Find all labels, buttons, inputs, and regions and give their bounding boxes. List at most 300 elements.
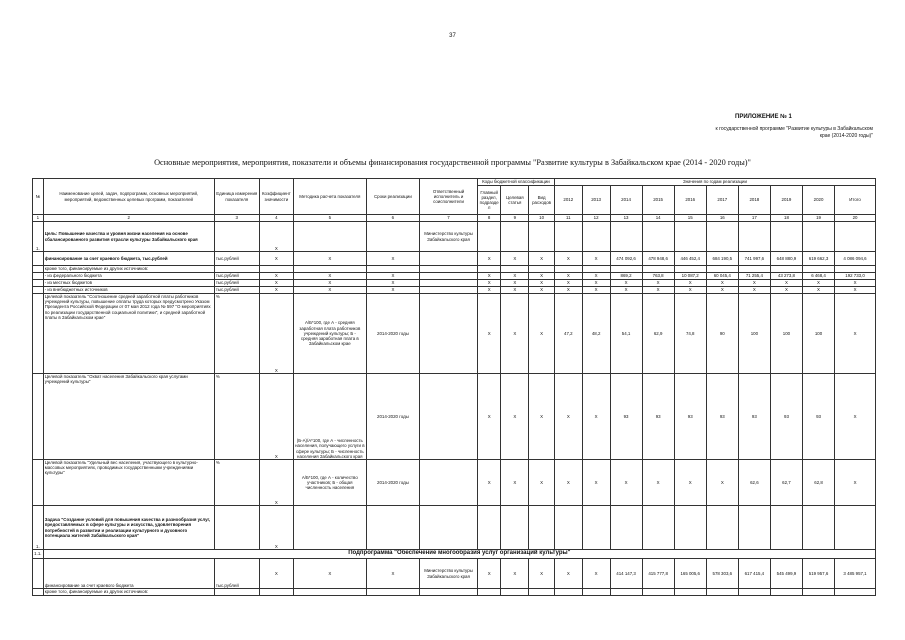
incl-label: кроме того, финансируемые из других источников: bbox=[43, 266, 214, 273]
extra-2015: X bbox=[642, 287, 674, 294]
goal-exec: Министерство культуры Забайкальского края bbox=[420, 222, 478, 252]
empty-cell bbox=[366, 222, 419, 252]
fin-2019: 648 880,9 bbox=[770, 252, 802, 266]
empty-cell bbox=[420, 266, 478, 273]
col-number: 17 bbox=[738, 215, 770, 222]
fin-coef: X bbox=[259, 252, 293, 266]
local-c9: X bbox=[501, 280, 529, 287]
empty-cell bbox=[554, 589, 582, 596]
empty-cell bbox=[293, 506, 366, 550]
ind2-unit: % bbox=[214, 374, 259, 460]
col-number: 14 bbox=[642, 215, 674, 222]
sub-fin-exec: Министерство культуры Забайкальского края bbox=[420, 559, 478, 589]
col-number: 8 bbox=[477, 215, 501, 222]
sub-fin-2018: 617 415,4 bbox=[738, 559, 770, 589]
ind1-c10: X bbox=[529, 294, 555, 374]
extra-term: X bbox=[366, 287, 419, 294]
fed-term: X bbox=[366, 273, 419, 280]
extra-2014: X bbox=[610, 287, 642, 294]
ind3-coef: X bbox=[259, 460, 293, 506]
empty-cell bbox=[738, 506, 770, 550]
empty-cell bbox=[835, 589, 876, 596]
col-number: 16 bbox=[706, 215, 738, 222]
ind1-coef: X bbox=[259, 294, 293, 374]
col-number: 13 bbox=[610, 215, 642, 222]
empty-cell bbox=[582, 506, 610, 550]
fin-2017: 684 190,5 bbox=[706, 252, 738, 266]
ind1-2014: 54,1 bbox=[610, 294, 642, 374]
local-2013: X bbox=[582, 280, 610, 287]
ind3-name: Целевой показатель "Удельный вес населения, участвующего в культурно-массовых мероприятиях, проводимых государственными учреждениями культуры" bbox=[43, 460, 214, 506]
local-2012: X bbox=[554, 280, 582, 287]
local-unit: тыс.рублей bbox=[214, 280, 259, 287]
federal-row bbox=[33, 273, 876, 280]
empty-cell bbox=[501, 589, 529, 596]
empty-cell bbox=[420, 506, 478, 550]
empty-cell bbox=[420, 589, 478, 596]
ind1-2015: 62,9 bbox=[642, 294, 674, 374]
empty-cell bbox=[259, 589, 293, 596]
empty-cell bbox=[501, 222, 529, 252]
local-2018: X bbox=[738, 280, 770, 287]
empty-cell bbox=[366, 589, 419, 596]
header-year: 2017 bbox=[706, 186, 738, 215]
task-name: Задача "Создание условий для повышения качества и разнообразия услуг, предоставляемых в сфере культуры и искусства, удовлетворения потребностей в развитии и реализации культурного и духовного потенциала жителей Забайкальского края" bbox=[43, 506, 214, 550]
sub-fin-unit: тыс.рублей bbox=[214, 559, 259, 589]
fin-name: финансирование за счет краевого бюджета, тыс.рублей bbox=[43, 252, 214, 266]
fed-2012: X bbox=[554, 273, 582, 280]
extra-c10: X bbox=[529, 287, 555, 294]
empty-cell bbox=[674, 222, 706, 252]
ind2-total: X bbox=[835, 374, 876, 460]
ind3-2012: X bbox=[554, 460, 582, 506]
indicator-row bbox=[33, 374, 876, 460]
empty-cell bbox=[259, 266, 293, 273]
incl-row bbox=[33, 266, 876, 273]
ind3-method: A/Б*100, где А - количество участников; Б - общая численность населения bbox=[293, 460, 366, 506]
local-total: X bbox=[835, 280, 876, 287]
sub-fin-name: финансирование за счет краевого бюджета bbox=[43, 559, 214, 589]
fed-total: 192 733,0 bbox=[835, 273, 876, 280]
local-2020: X bbox=[802, 280, 834, 287]
ind3-total: X bbox=[835, 460, 876, 506]
fed-2016: 10 087,2 bbox=[674, 273, 706, 280]
header-values-by-year: Значения по годам реализации bbox=[554, 179, 875, 186]
ind1-2019: 100 bbox=[770, 294, 802, 374]
ind1-term: 2014-2020 годы bbox=[366, 294, 419, 374]
empty-cell bbox=[738, 589, 770, 596]
header-no: № bbox=[33, 179, 44, 215]
empty-cell bbox=[420, 280, 478, 287]
fin-c8: X bbox=[477, 252, 501, 266]
sub-fin-method: X bbox=[293, 559, 366, 589]
empty-cell bbox=[835, 506, 876, 550]
empty-cell bbox=[642, 506, 674, 550]
ind2-c8: X bbox=[477, 374, 501, 460]
ind2-2012: X bbox=[554, 374, 582, 460]
header-year: 2013 bbox=[582, 186, 610, 215]
empty-cell bbox=[33, 374, 44, 460]
empty-cell bbox=[674, 589, 706, 596]
header-target-item: Целевая статья bbox=[501, 186, 529, 215]
fin-total: 4 086 094,6 bbox=[835, 252, 876, 266]
empty-cell bbox=[582, 266, 610, 273]
fed-2019: 43 273,8 bbox=[770, 273, 802, 280]
empty-cell bbox=[33, 287, 44, 294]
header-total: Итого bbox=[835, 186, 876, 215]
empty-cell bbox=[770, 222, 802, 252]
empty-cell bbox=[501, 506, 529, 550]
fin-2014: 474 092,6 bbox=[610, 252, 642, 266]
extra-2013: X bbox=[582, 287, 610, 294]
empty-cell bbox=[477, 589, 501, 596]
page-number: 37 bbox=[449, 33, 456, 39]
sub-fin-2016: 165 005,6 bbox=[674, 559, 706, 589]
subprogram-financing-row bbox=[33, 559, 876, 589]
ind2-2020: 93 bbox=[802, 374, 834, 460]
empty-cell bbox=[293, 589, 366, 596]
local-method: X bbox=[293, 280, 366, 287]
column-number-row bbox=[33, 215, 876, 222]
col-number: 12 bbox=[582, 215, 610, 222]
incl-row bbox=[33, 589, 876, 596]
sub-fin-2012: X bbox=[554, 559, 582, 589]
sub-fin-2017: 578 303,6 bbox=[706, 559, 738, 589]
empty-cell bbox=[770, 266, 802, 273]
extra-2019: X bbox=[770, 287, 802, 294]
sub-fin-c10: X bbox=[529, 559, 555, 589]
row-no: 1. bbox=[33, 222, 44, 252]
empty-cell bbox=[802, 506, 834, 550]
fed-c10: X bbox=[529, 273, 555, 280]
empty-cell bbox=[420, 287, 478, 294]
goal-row bbox=[33, 222, 876, 252]
ind1-2017: 90 bbox=[706, 294, 738, 374]
ind1-2016: 74,8 bbox=[674, 294, 706, 374]
empty-cell bbox=[674, 266, 706, 273]
col-number: 15 bbox=[674, 215, 706, 222]
header-year: 2019 bbox=[770, 186, 802, 215]
empty-cell bbox=[33, 460, 44, 506]
empty-cell bbox=[770, 506, 802, 550]
header-unit: Единица измерения показателя bbox=[214, 179, 259, 215]
fin-unit: тыс.рублей bbox=[214, 252, 259, 266]
fed-2018: 71 255,4 bbox=[738, 273, 770, 280]
header-year: 2020 bbox=[802, 186, 834, 215]
empty-cell bbox=[293, 222, 366, 252]
financing-row bbox=[33, 252, 876, 266]
extra-2017: X bbox=[706, 287, 738, 294]
fed-2020: 6 468,4 bbox=[802, 273, 834, 280]
header-year: 2012 bbox=[554, 186, 582, 215]
empty-cell bbox=[738, 266, 770, 273]
empty-cell bbox=[33, 266, 44, 273]
empty-cell bbox=[420, 273, 478, 280]
empty-cell bbox=[33, 252, 44, 266]
ind1-2012: 47,2 bbox=[554, 294, 582, 374]
ind1-2013: 48,2 bbox=[582, 294, 610, 374]
ind2-2018: 93 bbox=[738, 374, 770, 460]
sub-fin-coef: X bbox=[259, 559, 293, 589]
empty-cell bbox=[706, 506, 738, 550]
empty-cell bbox=[642, 266, 674, 273]
empty-cell bbox=[33, 589, 44, 596]
empty-cell bbox=[501, 266, 529, 273]
task-no: 1. bbox=[33, 506, 44, 550]
ind3-c8: X bbox=[477, 460, 501, 506]
local-2015: X bbox=[642, 280, 674, 287]
ind3-2017: X bbox=[706, 460, 738, 506]
fin-2013: X bbox=[582, 252, 610, 266]
ind3-2019: 62,7 bbox=[770, 460, 802, 506]
local-row bbox=[33, 280, 876, 287]
local-name: - из местных бюджетов bbox=[43, 280, 214, 287]
col-number: 20 bbox=[835, 215, 876, 222]
ind2-2013: X bbox=[582, 374, 610, 460]
empty-cell bbox=[610, 266, 642, 273]
empty-cell bbox=[366, 266, 419, 273]
sub-fin-2013: X bbox=[582, 559, 610, 589]
local-2019: X bbox=[770, 280, 802, 287]
fin-c9: X bbox=[501, 252, 529, 266]
appendix-label: ПРИЛОЖЕНИЕ № 1 bbox=[735, 114, 792, 120]
header-exec: Ответственный исполнитель и соисполнители bbox=[420, 179, 478, 215]
task-row bbox=[33, 506, 876, 550]
ind3-term: 2014-2020 годы bbox=[366, 460, 419, 506]
fin-2016: 446 452,4 bbox=[674, 252, 706, 266]
extra-2016: X bbox=[674, 287, 706, 294]
empty-cell bbox=[642, 589, 674, 596]
extra-unit: тыс.рублей bbox=[214, 287, 259, 294]
ind3-c10: X bbox=[529, 460, 555, 506]
ind2-2019: 93 bbox=[770, 374, 802, 460]
ind1-total: X bbox=[835, 294, 876, 374]
empty-cell bbox=[610, 222, 642, 252]
local-term: X bbox=[366, 280, 419, 287]
fed-2017: 60 045,4 bbox=[706, 273, 738, 280]
empty-cell bbox=[529, 589, 555, 596]
sub-incl-label: кроме того, финансируемые из других источников: bbox=[43, 589, 214, 596]
sub-fin-2019: 545 499,9 bbox=[770, 559, 802, 589]
empty-cell bbox=[420, 252, 478, 266]
ind3-c9: X bbox=[501, 460, 529, 506]
ind1-c9: X bbox=[501, 294, 529, 374]
empty-cell bbox=[214, 222, 259, 252]
empty-cell bbox=[33, 559, 44, 589]
subprogram-row bbox=[33, 550, 876, 559]
ind2-2015: 93 bbox=[642, 374, 674, 460]
empty-cell bbox=[529, 222, 555, 252]
header-year: 2014 bbox=[610, 186, 642, 215]
ind2-2014: 93 bbox=[610, 374, 642, 460]
indicator-row bbox=[33, 294, 876, 374]
extra-coef: X bbox=[259, 287, 293, 294]
empty-cell bbox=[706, 589, 738, 596]
empty-cell bbox=[420, 294, 478, 374]
empty-cell bbox=[582, 222, 610, 252]
fed-name: - из федерального бюджета bbox=[43, 273, 214, 280]
empty-cell bbox=[33, 294, 44, 374]
ind2-c9: X bbox=[501, 374, 529, 460]
empty-cell bbox=[610, 506, 642, 550]
col-number: 18 bbox=[770, 215, 802, 222]
ind1-method: A/Б*100, где А - средняя заработная плата работников учреждений культуры; Б - средняя заработная плата в Забайкальском крае bbox=[293, 294, 366, 374]
empty-cell bbox=[554, 506, 582, 550]
ind2-2016: 93 bbox=[674, 374, 706, 460]
extra-c8: X bbox=[477, 287, 501, 294]
extra-method: X bbox=[293, 287, 366, 294]
ind2-term: 2014-2020 годы bbox=[366, 374, 419, 460]
header-year: 2018 bbox=[738, 186, 770, 215]
col-number: 7 bbox=[420, 215, 478, 222]
col-number: 1 bbox=[33, 215, 44, 222]
fed-method: X bbox=[293, 273, 366, 280]
empty-cell bbox=[706, 222, 738, 252]
ind2-c10: X bbox=[529, 374, 555, 460]
header-coef: Коэффициент значимости bbox=[259, 179, 293, 215]
fed-c8: X bbox=[477, 273, 501, 280]
col-number: 19 bbox=[802, 215, 834, 222]
empty-cell bbox=[582, 589, 610, 596]
extra-2018: X bbox=[738, 287, 770, 294]
document-title: Основные мероприятия, мероприятия, показатели и объемы финансирования государственной программы "Развитие культуры в Забайкальском крае (2014 - 2020 годы)" bbox=[154, 158, 751, 167]
header-exp-type: Вид расходов bbox=[529, 186, 555, 215]
ind1-name: Целевой показатель "Соотношение средней заработной платы работников учреждений культуры, повышение оплаты труда которых предусмотрено Указом Президента Российской Федерации от 07 мая 2012 года № 597 "О мероприятиях по реализации государственной социальной политики", и средней заработной платы в Забайкальском крае" bbox=[43, 294, 214, 374]
ind3-2015: X bbox=[642, 460, 674, 506]
ind1-2020: 100 bbox=[802, 294, 834, 374]
goal-coef: X bbox=[259, 222, 293, 252]
col-number: 2 bbox=[43, 215, 214, 222]
ind1-c8: X bbox=[477, 294, 501, 374]
header-budget-codes: Коды бюджетной классификации bbox=[477, 179, 554, 186]
fin-2015: 478 948,6 bbox=[642, 252, 674, 266]
empty-cell bbox=[835, 266, 876, 273]
header-year: 2015 bbox=[642, 186, 674, 215]
ind2-name: Целевой показатель "Охват населения Забайкальского края услугами учреждений культуры" bbox=[43, 374, 214, 460]
fed-2013: X bbox=[582, 273, 610, 280]
ind3-2016: X bbox=[674, 460, 706, 506]
empty-cell bbox=[214, 589, 259, 596]
empty-cell bbox=[420, 374, 478, 460]
sub-fin-2014: 414 147,3 bbox=[610, 559, 642, 589]
col-number: 4 bbox=[259, 215, 293, 222]
fin-term: X bbox=[366, 252, 419, 266]
fed-c9: X bbox=[501, 273, 529, 280]
ind3-unit: % bbox=[214, 460, 259, 506]
task-coef: X bbox=[259, 506, 293, 550]
col-number: 3 bbox=[214, 215, 259, 222]
empty-cell bbox=[802, 589, 834, 596]
section-no: 1.1. bbox=[33, 550, 44, 559]
empty-cell bbox=[33, 273, 44, 280]
empty-cell bbox=[738, 222, 770, 252]
extra-total: X bbox=[835, 287, 876, 294]
fin-2012: X bbox=[554, 252, 582, 266]
sub-fin-c8: X bbox=[477, 559, 501, 589]
sub-fin-c9: X bbox=[501, 559, 529, 589]
empty-cell bbox=[554, 266, 582, 273]
header-main-section: Главный раздел, подраздел bbox=[477, 186, 501, 215]
empty-cell bbox=[610, 589, 642, 596]
extra-2012: X bbox=[554, 287, 582, 294]
col-number: 6 bbox=[366, 215, 419, 222]
empty-cell bbox=[477, 506, 501, 550]
goal-name: Цель: Повышение качества и уровня жизни населения на основе сбалансированного развития отрасли культуры Забайкальского края bbox=[43, 222, 214, 252]
local-2014: X bbox=[610, 280, 642, 287]
header-name: Наименование целей, задач, подпрограмм, основных мероприятий, мероприятий, ведомственных целевых программ, показателей bbox=[43, 179, 214, 215]
extra-budget-row bbox=[33, 287, 876, 294]
local-2016: X bbox=[674, 280, 706, 287]
sub-fin-term: X bbox=[366, 559, 419, 589]
ind1-unit: % bbox=[214, 294, 259, 374]
col-number: 5 bbox=[293, 215, 366, 222]
extra-2020: X bbox=[802, 287, 834, 294]
fed-coef: X bbox=[259, 273, 293, 280]
fin-2018: 741 997,6 bbox=[738, 252, 770, 266]
appendix-subtitle: к государственной программе "Развитие культуры в Забайкальском крае (2014-2020 годы)" bbox=[715, 126, 873, 139]
ind2-2017: 93 bbox=[706, 374, 738, 460]
sub-fin-2015: 415 777,8 bbox=[642, 559, 674, 589]
empty-cell bbox=[366, 506, 419, 550]
fed-unit: тыс.рублей bbox=[214, 273, 259, 280]
empty-cell bbox=[214, 266, 259, 273]
col-number: 11 bbox=[554, 215, 582, 222]
ind1-2018: 100 bbox=[738, 294, 770, 374]
empty-cell bbox=[706, 266, 738, 273]
ind3-2020: 62,8 bbox=[802, 460, 834, 506]
indicator-row bbox=[33, 460, 876, 506]
fin-c10: X bbox=[529, 252, 555, 266]
empty-cell bbox=[554, 222, 582, 252]
empty-cell bbox=[420, 460, 478, 506]
empty-cell bbox=[477, 222, 501, 252]
empty-cell bbox=[642, 222, 674, 252]
ind3-2013: X bbox=[582, 460, 610, 506]
program-table bbox=[32, 178, 876, 596]
subprogram-title: Подпрограмма "Обеспечение многообразия услуг организаций культуры" bbox=[43, 550, 875, 559]
empty-cell bbox=[802, 222, 834, 252]
col-number: 10 bbox=[529, 215, 555, 222]
sub-fin-2020: 519 957,6 bbox=[802, 559, 834, 589]
empty-cell bbox=[529, 266, 555, 273]
empty-cell bbox=[802, 266, 834, 273]
fed-2015: 763,8 bbox=[642, 273, 674, 280]
ind2-method: (Б-А)/А*100, где А - численность населения, получающего услуги в сфере культуры; Б - численность населения Забайкальского края bbox=[293, 374, 366, 460]
extra-c9: X bbox=[501, 287, 529, 294]
local-coef: X bbox=[259, 280, 293, 287]
empty-cell bbox=[477, 266, 501, 273]
empty-cell bbox=[293, 266, 366, 273]
ind2-coef: X bbox=[259, 374, 293, 460]
empty-cell bbox=[33, 280, 44, 287]
empty-cell bbox=[214, 506, 259, 550]
empty-cell bbox=[770, 589, 802, 596]
empty-cell bbox=[529, 506, 555, 550]
fed-2014: 869,2 bbox=[610, 273, 642, 280]
ind3-2018: 62,6 bbox=[738, 460, 770, 506]
fin-method: X bbox=[293, 252, 366, 266]
local-c10: X bbox=[529, 280, 555, 287]
sub-fin-total: 3 485 957,1 bbox=[835, 559, 876, 589]
extra-name: - из внебюджетных источников bbox=[43, 287, 214, 294]
fin-2020: 619 662,3 bbox=[802, 252, 834, 266]
local-c8: X bbox=[477, 280, 501, 287]
empty-cell bbox=[674, 506, 706, 550]
header-year: 2016 bbox=[674, 186, 706, 215]
header-term: Сроки реализации bbox=[366, 179, 419, 215]
col-number: 9 bbox=[501, 215, 529, 222]
local-2017: X bbox=[706, 280, 738, 287]
